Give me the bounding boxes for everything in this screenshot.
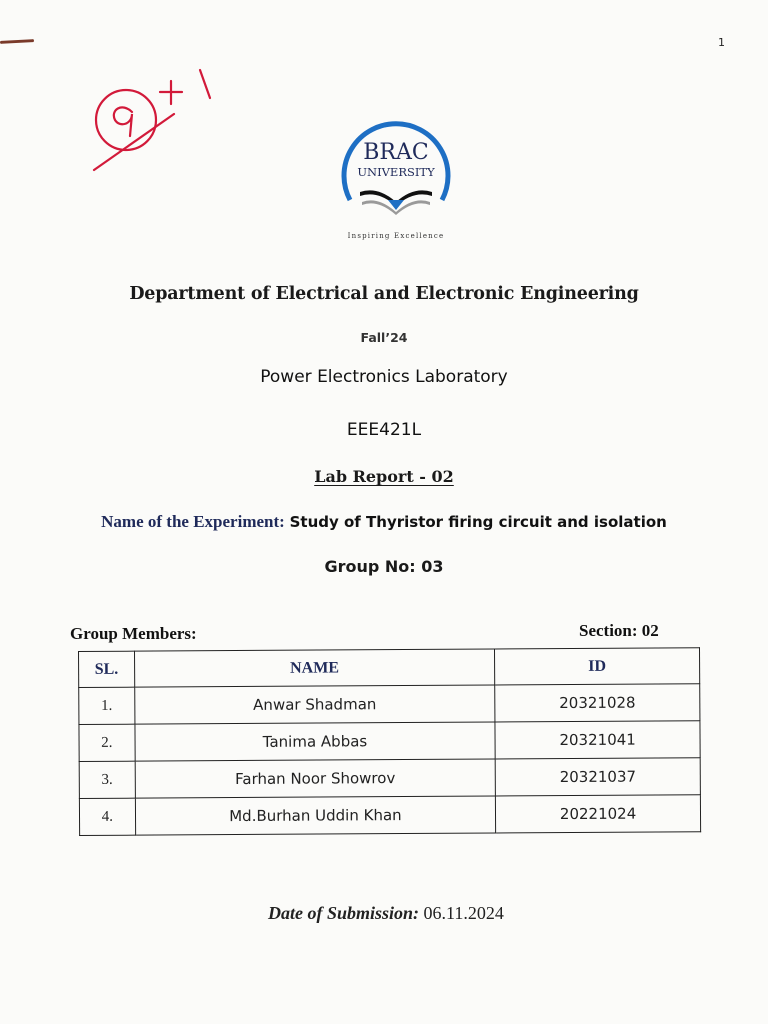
logo-tagline: Inspiring Excellence bbox=[347, 232, 445, 240]
member-id: 20221024 bbox=[496, 795, 701, 833]
term-label: Fall’24 bbox=[360, 330, 408, 345]
logo-name-line2: UNIVERSITY bbox=[357, 165, 435, 179]
header-sl: SL. bbox=[79, 651, 135, 687]
member-sl: 3. bbox=[79, 761, 135, 798]
table-row bbox=[79, 684, 700, 725]
member-sl: 1. bbox=[79, 687, 135, 724]
submission-line bbox=[268, 903, 504, 924]
course-code: EEE421L bbox=[346, 420, 422, 440]
grade-plus bbox=[160, 81, 182, 104]
course-title: Power Electronics Laboratory bbox=[260, 367, 508, 387]
member-sl: 4. bbox=[79, 798, 135, 835]
experiment-line bbox=[0, 512, 768, 532]
logo-name-line1: BRAC bbox=[363, 140, 429, 165]
page-number: 1 bbox=[718, 36, 725, 49]
experiment-name: Study of Thyristor firing circuit and isolation bbox=[289, 513, 667, 531]
table-row bbox=[79, 758, 700, 799]
scan-edge-mark bbox=[0, 39, 34, 44]
group-number: Group No: 03 bbox=[324, 557, 444, 576]
grade-circle bbox=[96, 90, 156, 150]
grade-digit-nine bbox=[114, 107, 132, 136]
members-table bbox=[78, 647, 701, 836]
department-heading: Department of Electrical and Electronic Engineering bbox=[129, 284, 639, 304]
member-name: Farhan Noor Showrov bbox=[135, 759, 496, 798]
member-id: 20321037 bbox=[495, 758, 700, 796]
grade-one bbox=[200, 70, 210, 98]
group-members-label: Group Members: bbox=[70, 624, 197, 643]
submission-date: 06.11.2024 bbox=[423, 903, 504, 923]
experiment-label: Name of the Experiment: bbox=[101, 512, 285, 531]
submission-label: Date of Submission: bbox=[268, 903, 420, 923]
header-id: ID bbox=[495, 648, 700, 685]
section-label: Section: 02 bbox=[579, 621, 659, 640]
table-header-row bbox=[79, 648, 700, 688]
member-sl: 2. bbox=[79, 724, 135, 761]
report-title: Lab Report - 02 bbox=[314, 467, 454, 486]
member-name: Tanima Abbas bbox=[135, 722, 496, 761]
member-name: Md.Burhan Uddin Khan bbox=[135, 796, 496, 835]
member-id: 20321041 bbox=[495, 721, 700, 759]
member-name: Anwar Shadman bbox=[134, 685, 495, 724]
table-row bbox=[79, 721, 700, 762]
header-name: NAME bbox=[134, 649, 495, 687]
university-logo bbox=[330, 112, 460, 244]
handwritten-grade-mark bbox=[82, 62, 222, 182]
table-row bbox=[79, 795, 700, 836]
member-id: 20321028 bbox=[495, 684, 700, 722]
